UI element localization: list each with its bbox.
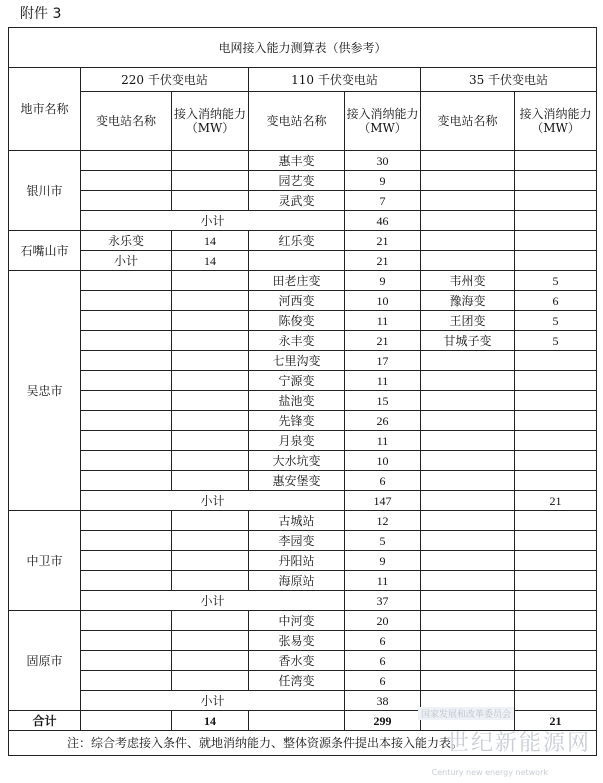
cell — [421, 651, 515, 671]
cell: 5 — [515, 271, 597, 291]
cell — [81, 311, 172, 331]
header-capacity: 接入消纳能力（MW） — [345, 92, 421, 151]
subtotal-label: 小计 — [81, 211, 345, 231]
cell — [421, 171, 515, 191]
cell: 30 — [345, 151, 421, 171]
cell: 甘城子变 — [421, 331, 515, 351]
city-cell: 银川市 — [9, 151, 81, 231]
cell — [515, 631, 597, 651]
table-row — [9, 671, 597, 691]
cell: 11 — [345, 371, 421, 391]
table-row — [9, 551, 597, 571]
cell — [515, 551, 597, 571]
cell: 5 — [515, 311, 597, 331]
cell: 李园变 — [249, 531, 345, 551]
cell — [421, 591, 515, 611]
cell — [81, 331, 172, 351]
subtotal-row — [9, 211, 597, 231]
cell — [515, 531, 597, 551]
cell — [81, 291, 172, 311]
subtotal-row — [9, 491, 597, 511]
cell — [172, 391, 249, 411]
header-city: 地市名称 — [9, 68, 81, 151]
cell — [172, 411, 249, 431]
cell — [172, 431, 249, 451]
cell: 大水坑变 — [249, 451, 345, 471]
cell — [515, 251, 597, 271]
subtotal-label: 小计 — [81, 251, 172, 271]
watermark-logo: 世纪新能源网 — [446, 731, 591, 756]
cell — [515, 411, 597, 431]
cell — [515, 231, 597, 251]
cell — [515, 651, 597, 671]
cell — [421, 671, 515, 691]
cell: 10 — [345, 291, 421, 311]
table-row — [9, 411, 597, 431]
cell — [172, 371, 249, 391]
cell — [172, 551, 249, 571]
table-row — [9, 531, 597, 551]
subtotal-label: 小计 — [81, 491, 345, 511]
cell: 11 — [345, 571, 421, 591]
city-cell: 吴忠市 — [9, 271, 81, 511]
cell: 海原站 — [249, 571, 345, 591]
cell: 陈俊变 — [249, 311, 345, 331]
header-110kv: 110 千伏变电站 — [249, 68, 421, 92]
cell — [421, 351, 515, 371]
subtotal-label: 小计 — [81, 591, 345, 611]
cell — [421, 631, 515, 651]
cell — [421, 391, 515, 411]
cell — [515, 171, 597, 191]
table-note: 注：综合考虑接入条件、就地消纳能力、整体资源条件提出本接入能力表。 — [9, 731, 597, 756]
cell — [172, 171, 249, 191]
cell: 14 — [172, 231, 249, 251]
cell: 永丰变 — [249, 331, 345, 351]
table-row — [9, 191, 597, 211]
table-row — [9, 371, 597, 391]
cell: 先锋变 — [249, 411, 345, 431]
cell: 9 — [345, 171, 421, 191]
header-capacity: 接入消纳能力（MW） — [515, 92, 597, 151]
cell — [81, 351, 172, 371]
cell — [515, 471, 597, 491]
attachment-label: 附件 3 — [20, 6, 62, 22]
cell — [172, 611, 249, 631]
cell: 9 — [345, 551, 421, 571]
cell — [81, 531, 172, 551]
cell — [172, 451, 249, 471]
table-row — [9, 431, 597, 451]
cell — [515, 211, 597, 231]
cell — [81, 711, 172, 731]
cell: 月泉变 — [249, 431, 345, 451]
total-110kv: 299 — [345, 711, 421, 731]
cell: 20 — [345, 611, 421, 631]
cell: 12 — [345, 511, 421, 531]
cell: 惠安堡变 — [249, 471, 345, 491]
cell: 张易变 — [249, 631, 345, 651]
cell — [515, 431, 597, 451]
cell: 灵武变 — [249, 191, 345, 211]
header-capacity: 接入消纳能力（MW） — [172, 92, 249, 151]
cell — [421, 431, 515, 451]
total-35kv: 21 — [515, 711, 597, 731]
cell — [81, 371, 172, 391]
cell: 17 — [345, 351, 421, 371]
table-row — [9, 271, 597, 291]
table-row — [9, 231, 597, 251]
cell — [421, 531, 515, 551]
cell: 21 — [345, 331, 421, 351]
cell: 6 — [345, 671, 421, 691]
cell — [81, 631, 172, 651]
cell: 14 — [172, 251, 249, 271]
cell — [421, 491, 515, 511]
cell — [515, 191, 597, 211]
cell — [81, 551, 172, 571]
cell — [515, 691, 597, 711]
cell — [249, 251, 345, 271]
cell — [172, 331, 249, 351]
cell — [515, 151, 597, 171]
cell — [81, 471, 172, 491]
table-row — [9, 391, 597, 411]
cell — [81, 411, 172, 431]
cell: 七里沟变 — [249, 351, 345, 371]
cell — [81, 271, 172, 291]
cell: 46 — [345, 211, 421, 231]
cell: 永乐变 — [81, 231, 172, 251]
header-station-name: 变电站名称 — [421, 92, 515, 151]
cell — [81, 171, 172, 191]
cell — [81, 191, 172, 211]
cell — [172, 651, 249, 671]
cell: 5 — [515, 331, 597, 351]
table-row — [9, 611, 597, 631]
table-row — [9, 291, 597, 311]
cell — [421, 451, 515, 471]
header-220kv: 220 千伏变电站 — [81, 68, 249, 92]
watermark-banner: 国家发展和改革委员会 — [418, 707, 514, 720]
table-row — [9, 631, 597, 651]
cell: 王团变 — [421, 311, 515, 331]
cell — [515, 511, 597, 531]
cell — [421, 251, 515, 271]
cell: 11 — [345, 311, 421, 331]
cell: 红乐变 — [249, 231, 345, 251]
table-row — [9, 331, 597, 351]
cell — [172, 151, 249, 171]
total-220kv: 14 — [172, 711, 249, 731]
cell — [421, 471, 515, 491]
cell — [81, 431, 172, 451]
cell: 15 — [345, 391, 421, 411]
cell: 任湾变 — [249, 671, 345, 691]
cell — [249, 711, 345, 731]
cell: 26 — [345, 411, 421, 431]
table-row — [9, 311, 597, 331]
capacity-table — [8, 27, 597, 756]
cell — [515, 451, 597, 471]
table-row — [9, 471, 597, 491]
cell: 9 — [345, 271, 421, 291]
cell — [172, 531, 249, 551]
cell — [421, 231, 515, 251]
header-station-name: 变电站名称 — [249, 92, 345, 151]
table-row — [9, 171, 597, 191]
cell: 香水变 — [249, 651, 345, 671]
cell — [172, 271, 249, 291]
subtotal-label: 小计 — [81, 691, 345, 711]
cell: 10 — [345, 451, 421, 471]
cell: 21 — [515, 491, 597, 511]
cell: 6 — [515, 291, 597, 311]
cell: 韦州变 — [421, 271, 515, 291]
cell — [515, 591, 597, 611]
cell: 5 — [345, 531, 421, 551]
table-row — [9, 571, 597, 591]
cell: 147 — [345, 491, 421, 511]
subtotal-row — [9, 591, 597, 611]
cell — [172, 671, 249, 691]
table-row — [9, 511, 597, 531]
cell — [81, 451, 172, 471]
cell: 古城站 — [249, 511, 345, 531]
cell: 田老庄变 — [249, 271, 345, 291]
cell: 21 — [345, 251, 421, 271]
cell: 中河变 — [249, 611, 345, 631]
cell — [81, 511, 172, 531]
cell — [172, 191, 249, 211]
cell — [421, 611, 515, 631]
cell — [421, 571, 515, 591]
table-row — [9, 351, 597, 371]
cell — [421, 211, 515, 231]
cell — [515, 671, 597, 691]
cell: 丹阳站 — [249, 551, 345, 571]
watermark-subtitle: Century new energy network — [431, 768, 548, 777]
cell — [81, 651, 172, 671]
cell — [421, 191, 515, 211]
cell — [81, 611, 172, 631]
cell — [172, 351, 249, 371]
cell — [172, 311, 249, 331]
cell — [421, 411, 515, 431]
header-station-name: 变电站名称 — [81, 92, 172, 151]
cell — [421, 511, 515, 531]
cell — [515, 611, 597, 631]
cell — [172, 631, 249, 651]
cell — [515, 391, 597, 411]
city-cell: 石嘴山市 — [9, 231, 81, 271]
table-row — [9, 651, 597, 671]
cell: 38 — [345, 691, 421, 711]
table-row — [9, 151, 597, 171]
cell — [515, 371, 597, 391]
cell: 37 — [345, 591, 421, 611]
header-35kv: 35 千伏变电站 — [421, 68, 597, 92]
cell — [172, 511, 249, 531]
cell — [172, 471, 249, 491]
cell: 河西变 — [249, 291, 345, 311]
cell: 宁源变 — [249, 371, 345, 391]
cell: 21 — [345, 231, 421, 251]
total-label: 合计 — [9, 711, 81, 731]
table-row — [9, 451, 597, 471]
cell: 6 — [345, 651, 421, 671]
cell — [515, 351, 597, 371]
cell — [81, 391, 172, 411]
cell — [421, 151, 515, 171]
table-title: 电网接入能力测算表（供参考） — [9, 28, 597, 68]
cell: 豫海变 — [421, 291, 515, 311]
cell: 盐池变 — [249, 391, 345, 411]
cell — [81, 151, 172, 171]
cell — [421, 371, 515, 391]
cell: 11 — [345, 431, 421, 451]
subtotal-row — [9, 251, 597, 271]
cell: 惠丰变 — [249, 151, 345, 171]
cell — [81, 671, 172, 691]
cell — [172, 291, 249, 311]
city-cell: 中卫市 — [9, 511, 81, 611]
cell — [421, 551, 515, 571]
cell — [81, 571, 172, 591]
city-cell: 固原市 — [9, 611, 81, 711]
cell: 7 — [345, 191, 421, 211]
cell — [515, 571, 597, 591]
cell — [172, 571, 249, 591]
cell: 6 — [345, 471, 421, 491]
cell: 园艺变 — [249, 171, 345, 191]
cell: 6 — [345, 631, 421, 651]
